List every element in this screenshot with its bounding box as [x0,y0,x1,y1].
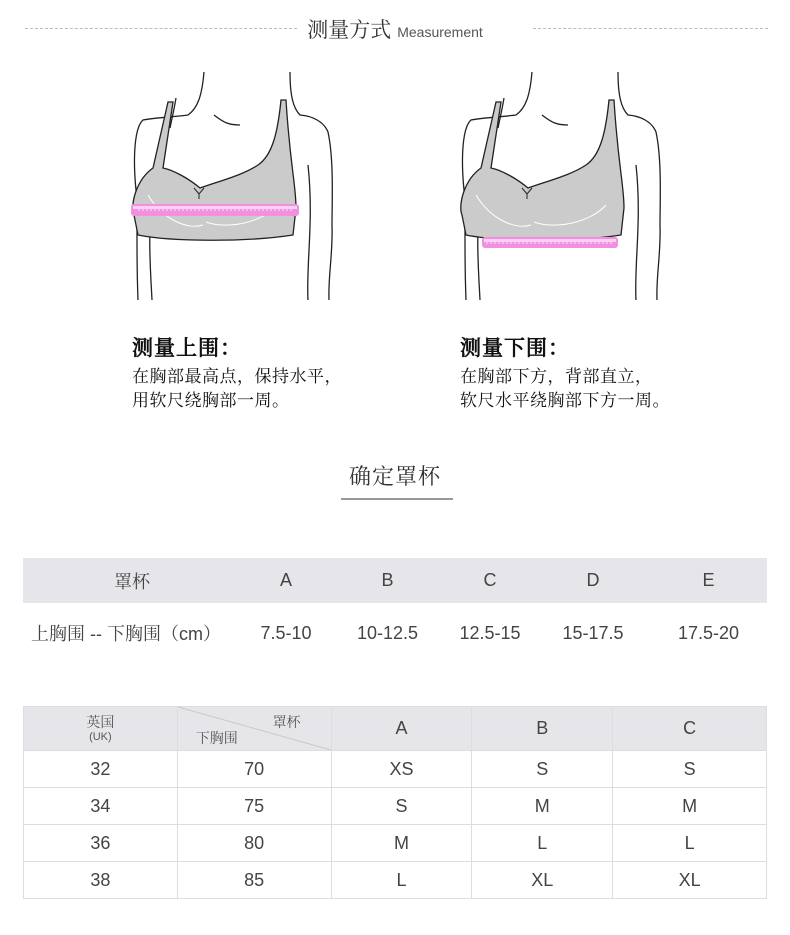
under-bust-illustration [456,70,666,305]
cup-header-cell: A [331,707,472,751]
table-cell: M [331,825,472,862]
caption-line: 在胸部最高点，保持水平， [132,367,342,387]
cup-header-cell: B [472,707,613,751]
table-row [23,603,767,663]
cup-header-cell: 罩杯 [114,571,150,592]
uk-header [24,707,178,751]
table-cell: 80 [177,825,331,862]
table-cell: 36 [24,825,178,862]
table-cell: 70 [177,751,331,788]
under-bust-caption [460,332,670,413]
caption-line: 在胸部下方，背部直立， [460,367,653,387]
title-en: Measurement [397,24,483,40]
table-cell: S [472,751,613,788]
cup-header-cell: D [586,570,600,590]
uk-label: 英国 [86,713,115,730]
upper-bust-illustration [128,70,338,305]
uk-sub-label: (UK) [89,730,112,743]
table-row [24,788,767,825]
row-label: 上胸围 -- 下胸围（cm） [31,624,221,644]
table-cell: 10-12.5 [356,622,419,643]
caption-line: 用软尺绕胸部一周。 [132,391,290,411]
table-cell: 38 [24,862,178,899]
size-table [23,706,767,899]
table-cell: 85 [177,862,331,899]
table-cell: 7.5-10 [260,622,312,643]
table-cell: 32 [24,751,178,788]
table-cell: XL [472,862,613,899]
table-cell: M [472,788,613,825]
cup-header-cell: A [279,570,292,590]
title-zh: 测量方式 [307,18,392,42]
diagonal-header [177,707,331,751]
table-row [24,825,767,862]
size-table-header [24,707,767,751]
cup-header-cell: E [702,570,715,590]
caption-title: 测量下围： [460,336,570,360]
table-cell: 15-17.5 [562,622,624,643]
cup-header-cell: C [613,707,767,751]
table-cell: M [613,788,767,825]
table-cell: XL [613,862,767,899]
under-bust-label: 下胸围 [195,730,238,746]
table-cell: S [613,751,767,788]
table-cell: 34 [24,788,178,825]
section-title: 确定罩杯 [348,465,441,490]
cup-table [23,558,767,663]
section-underline [341,498,453,500]
table-cell: L [613,825,767,862]
table-cell: 75 [177,788,331,825]
upper-bust-caption [132,332,342,413]
cup-label: 罩杯 [272,714,301,730]
table-cell: 17.5-20 [677,622,740,643]
cup-header-cell: B [381,570,394,590]
table-row [24,751,767,788]
caption-line: 软尺水平绕胸部下方一周。 [460,391,670,411]
caption-title: 测量上围： [132,336,242,360]
table-cell: 12.5-15 [459,622,521,643]
table-cell: L [331,862,472,899]
page-title [0,14,790,44]
table-row [24,862,767,899]
table-cell: XS [331,751,472,788]
table-cell: S [331,788,472,825]
cup-table-header [23,558,767,603]
cup-header-cell: C [483,570,497,590]
table-cell: L [472,825,613,862]
